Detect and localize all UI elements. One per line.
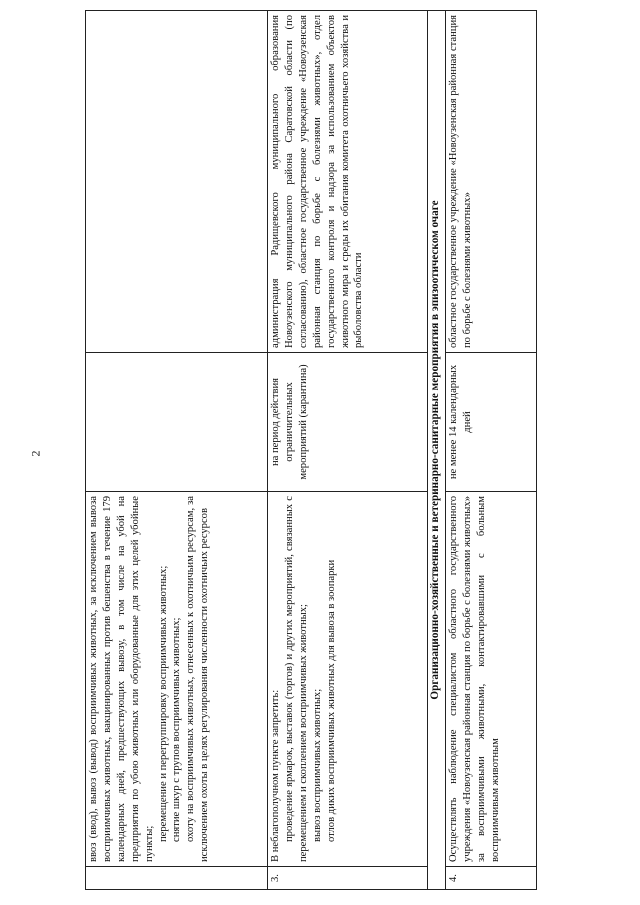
table-row-4 bbox=[446, 11, 537, 890]
measures-table bbox=[85, 10, 537, 890]
activity-text: отлов диких восприимчивых животных для вывоза в зоопарки bbox=[325, 559, 337, 842]
activity-cell bbox=[446, 492, 537, 867]
activity-text: вывоз восприимчивых животных; bbox=[311, 688, 323, 842]
activity-text: ввоз (ввод), вывоз (вывод) восприимчивых животных, за исключением вывоза восприимчивых животных, вакцинированных против бешенства в течение 179 календарных дней, предшествующих вывозу, в том числе на убой на предприятия по убою животных или оборудованные для этих целей убойные пункты; bbox=[88, 496, 155, 862]
activity-cell bbox=[268, 492, 428, 867]
row-number-cell bbox=[86, 867, 268, 890]
row-number-cell: 3. bbox=[268, 867, 428, 890]
table-row-continuation bbox=[86, 11, 268, 890]
table-row-3 bbox=[268, 11, 428, 890]
responsible-text: администрация Радищевского муниципального образования Новоузенского муниципального района Саратовской области (по согласованию), областное государственное учреждение «Новоузенская районная станция по борьбе с болезнями животных», отдел государственного контроля и надзора за использованием объектов животного мира и среды их обитания комитета охотничьего хозяйства и рыболовства области bbox=[270, 15, 365, 348]
term-cell: не менее 14 календарных дней bbox=[446, 353, 537, 492]
responsible-cell bbox=[268, 11, 428, 353]
activity-text: В неблагополучном пункте запретить: bbox=[270, 689, 281, 862]
responsible-cell bbox=[86, 11, 268, 353]
page-number: 2 bbox=[28, 450, 43, 457]
activity-text: охоту на восприимчивых животных, отнесенных к охотничьим ресурсам, за исключением охоты в целях регулирования численности охотничьих ресурсов bbox=[185, 496, 211, 862]
activity-text: проведение ярмарок, выставок (торгов) и других мероприятий, связанных с перемещением и скоплением восприимчивых животных; bbox=[283, 496, 309, 862]
term-cell: на период действия ограничительных мероприятий (карантина) bbox=[268, 353, 428, 492]
responsible-cell bbox=[446, 11, 537, 353]
activity-text: снятие шкур с трупов восприимчивых животных; bbox=[171, 617, 183, 842]
activity-text: Осуществлять наблюдение специалистом областного государственного учреждения «Новоузенская районная станция по борьбе с болезнями животных» за восприимчивыми животными, контактировавшими с больным восприимчивым животным bbox=[448, 496, 501, 862]
activity-cell bbox=[86, 492, 268, 867]
section-heading: Организационно-хозяйственные и ветеринарно-санитарные мероприятия в эпизоотическом очаге bbox=[428, 11, 446, 890]
responsible-text: областное государственное учреждение «Новоузенская районная станция по борьбе с болезнями животных» bbox=[448, 15, 473, 348]
row-number-cell: 4. bbox=[446, 867, 537, 890]
measures-table-rotated bbox=[85, 10, 537, 890]
section-row bbox=[428, 11, 446, 890]
term-cell bbox=[86, 353, 268, 492]
activity-text: перемещение и перегруппировку восприимчивых животных; bbox=[157, 565, 169, 842]
